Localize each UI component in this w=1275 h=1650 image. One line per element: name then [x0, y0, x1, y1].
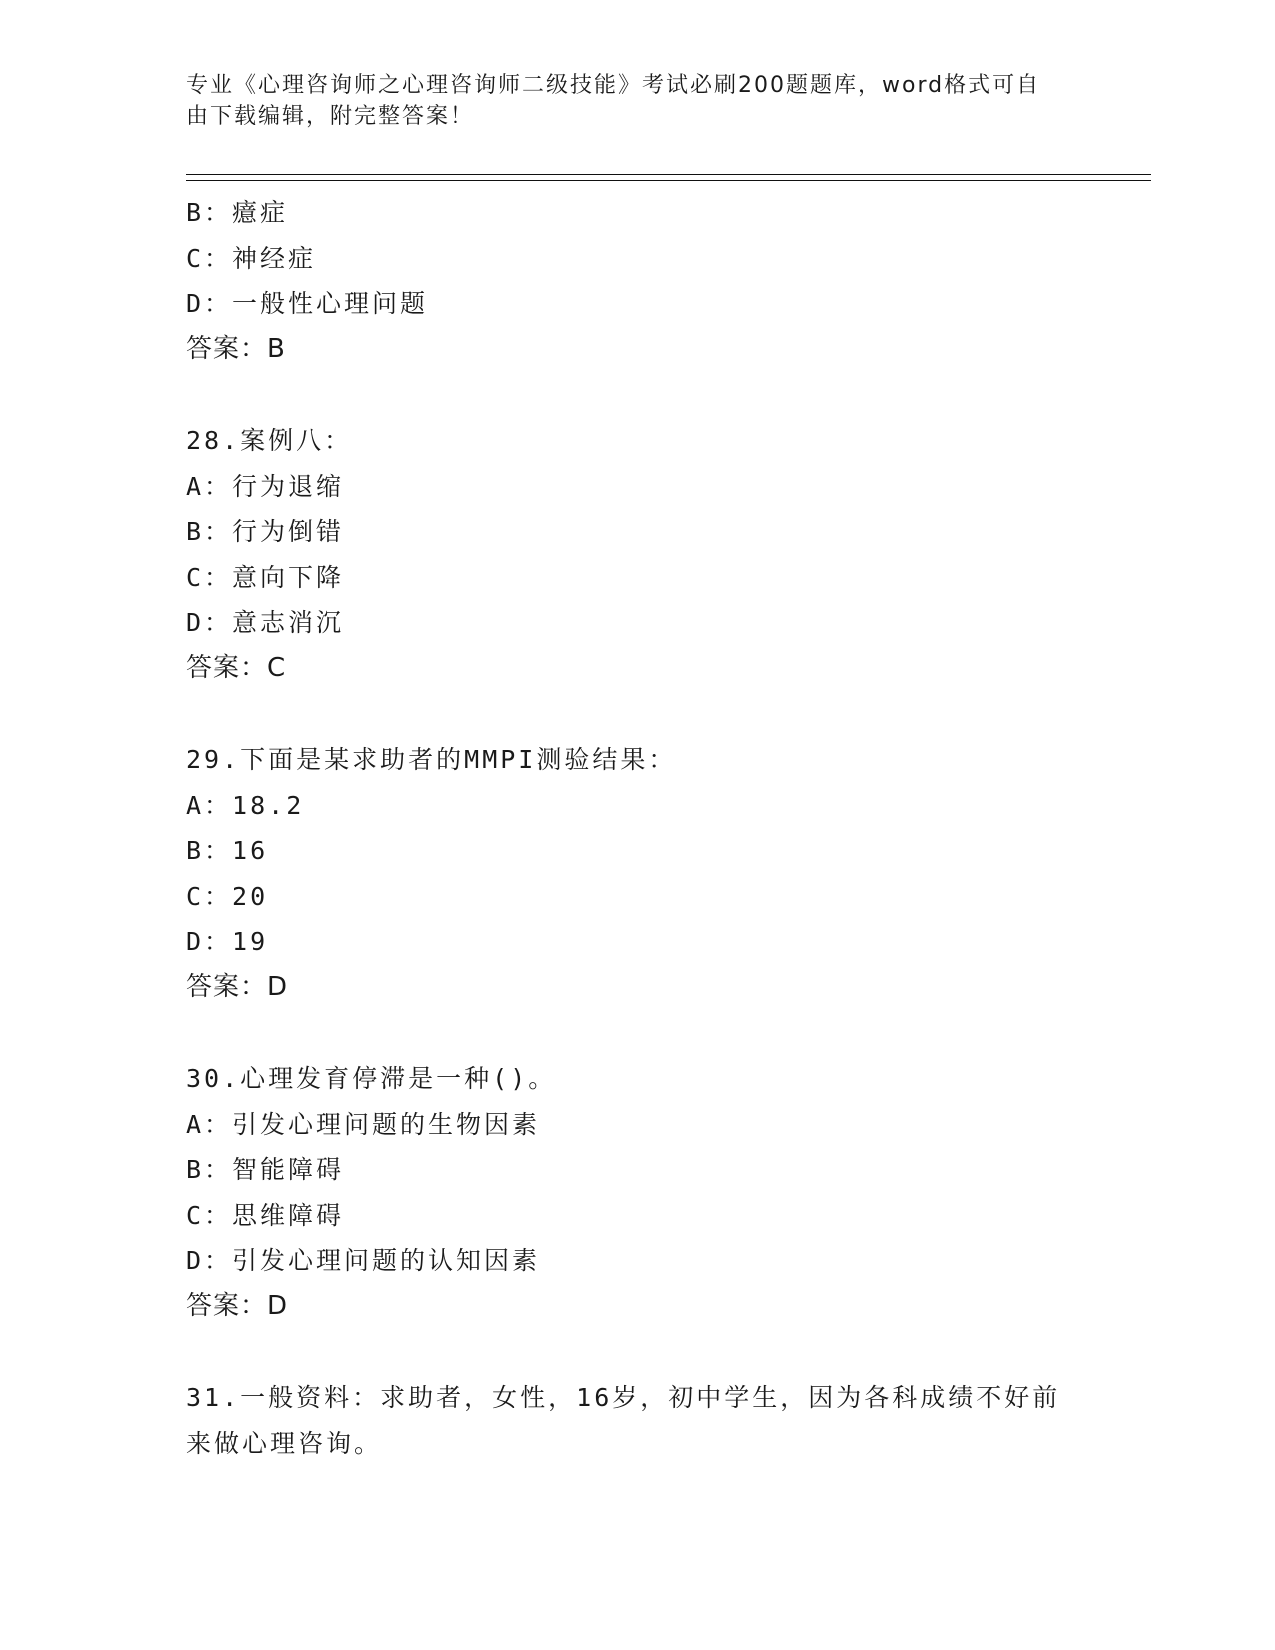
option-a: A：行为退缩: [186, 471, 345, 501]
option-b: B：癔症: [186, 198, 289, 227]
option-c: C：20: [186, 881, 269, 911]
header-line-1: 专业《心理咨询师之心理咨询师二级技能》考试必刷200题题库，word格式可自: [186, 73, 1041, 98]
header-divider-bottom: [186, 180, 1151, 181]
header-divider-top: [186, 174, 1151, 175]
answer-line: 答案：C: [186, 652, 287, 683]
answer-line: 答案：D: [186, 1290, 289, 1321]
option-c: C：神经症: [186, 243, 317, 273]
question-27-continuation: [186, 190, 1146, 372]
option-d: D：一般性心理问题: [186, 289, 429, 318]
option-d: D：19: [186, 927, 269, 956]
option-c: C：思维障碍: [186, 1200, 345, 1230]
question-stem: 28.案例八：: [186, 426, 353, 455]
answer-line: 答案：D: [186, 971, 289, 1002]
question-28: [186, 418, 1146, 691]
option-c: C：意向下降: [186, 562, 345, 592]
option-b: B：16: [186, 836, 269, 865]
option-a: A：18.2: [186, 790, 305, 820]
question-stem-line-1: 31.一般资料：求助者，女性，16岁，初中学生，因为各科成绩不好前: [186, 1383, 1061, 1412]
document-header: [186, 70, 1066, 132]
question-list: [186, 190, 1146, 1466]
option-a: A：引发心理问题的生物因素: [186, 1109, 541, 1139]
option-b: B：行为倒错: [186, 517, 345, 546]
question-29: [186, 737, 1146, 1010]
question-30: [186, 1056, 1146, 1329]
question-31: [186, 1375, 1146, 1466]
question-stem: 30.心理发育停滞是一种()。: [186, 1064, 557, 1093]
option-b: B：智能障碍: [186, 1155, 345, 1184]
option-d: D：意志消沉: [186, 608, 345, 637]
question-stem: 29.下面是某求助者的MMPI测验结果：: [186, 745, 677, 774]
header-line-2: 由下载编辑，附完整答案！: [186, 104, 475, 129]
answer-line: 答案：B: [186, 333, 286, 364]
option-d: D：引发心理问题的认知因素: [186, 1246, 541, 1275]
question-stem-line-2: 来做心理咨询。: [186, 1428, 383, 1458]
